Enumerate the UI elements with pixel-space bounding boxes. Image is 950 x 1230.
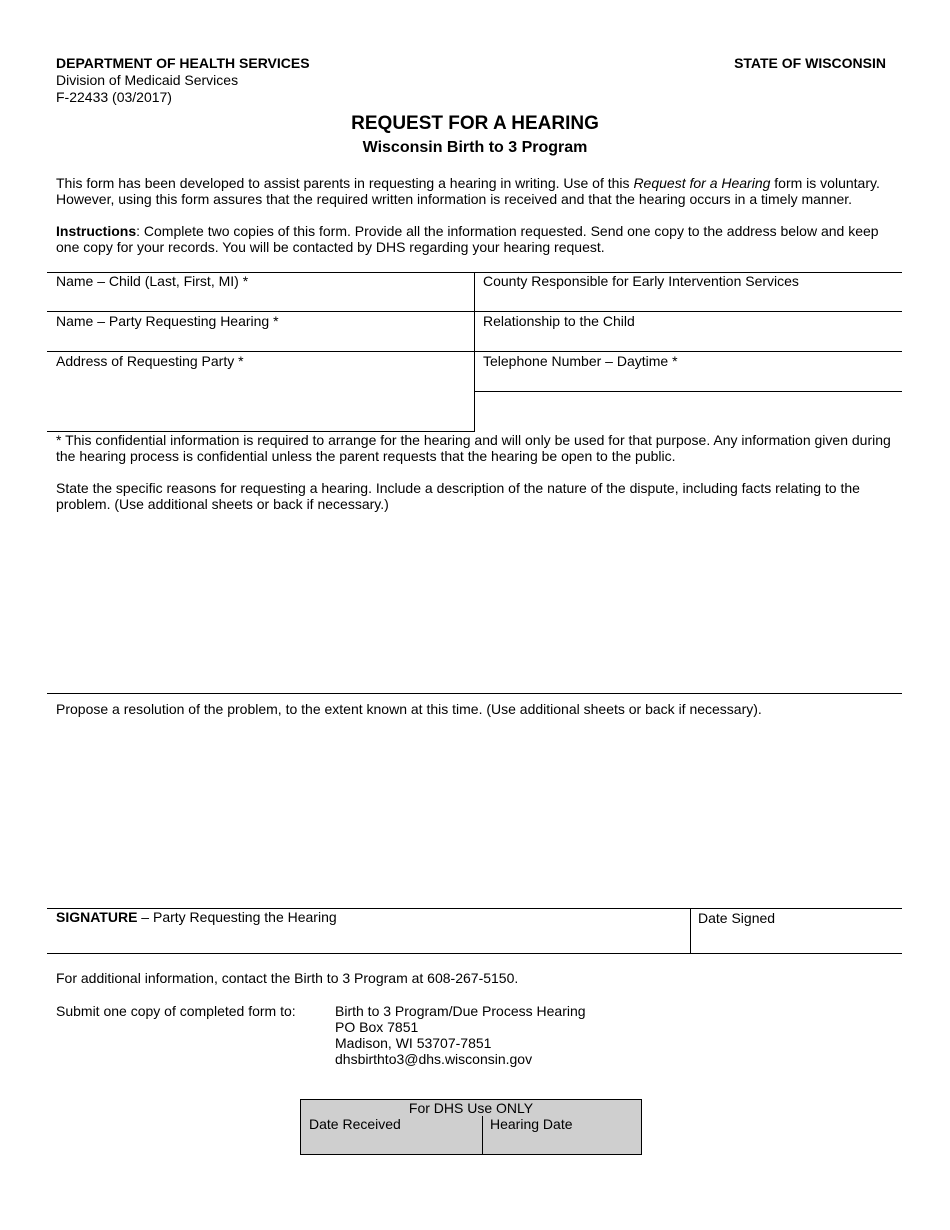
instructions-paragraph: Instructions: Complete two copies of this form. Provide all the information requested. Send one copy to the address below and keep one copy for your records. You will be contacted by DHS regarding your hearing request. <box>56 223 879 255</box>
telephone-label: Telephone Number – Daytime * <box>483 353 678 369</box>
signature-column-divider <box>690 908 691 953</box>
party-name-label: Name – Party Requesting Hearing * <box>56 313 279 329</box>
department-name: DEPARTMENT OF HEALTH SERVICES <box>56 55 310 71</box>
child-name-label: Name – Child (Last, First, MI) * <box>56 273 249 289</box>
form-number: F-22433 (03/2017) <box>56 89 172 105</box>
form-name-italic: Request for a Hearing <box>633 175 771 191</box>
intro-paragraph: This form has been developed to assist parents in requesting a hearing in writing. Use of this Request for a Hearing form is voluntary. However, using this form assures that the required written information is received and that the hearing occurs in a timely manner. <box>56 175 880 207</box>
resolution-field[interactable] <box>48 720 902 906</box>
date-received-label: Date Received <box>309 1116 401 1132</box>
relationship-label: Relationship to the Child <box>483 313 635 329</box>
contact-info: For additional information, contact the Birth to 3 Program at 608-267-5150. <box>56 970 519 986</box>
reasons-prompt: State the specific reasons for requesting a hearing. Include a description of the nature of the dispute, including facts relating to the problem. (Use additional sheets or back if necessary.) <box>56 480 860 512</box>
date-signed-label: Date Signed <box>698 910 776 926</box>
dhs-box-divider <box>482 1116 483 1154</box>
table-column-divider <box>474 272 475 431</box>
address-line: Madison, WI 53707-7851 <box>335 1035 492 1051</box>
submit-label: Submit one copy of completed form to: <box>56 1003 296 1019</box>
confidential-note: * This confidential information is required to arrange for the hearing and will only be used for that purpose. Any information given during the hearing process is confidential unless the parent requests that the hearing be open to the public. <box>56 432 891 464</box>
reasons-field[interactable] <box>48 516 902 692</box>
dhs-box-title: For DHS Use ONLY <box>408 1100 534 1116</box>
county-label: County Responsible for Early Intervention Services <box>483 273 799 289</box>
state-name: STATE OF WISCONSIN <box>734 55 886 71</box>
agency-header <box>56 55 310 106</box>
email-address[interactable]: dhsbirthto3@dhs.wisconsin.gov <box>335 1051 533 1067</box>
form-subtitle: Wisconsin Birth to 3 Program <box>362 139 588 156</box>
instructions-label: Instructions <box>56 223 137 239</box>
mailing-address <box>335 1003 586 1067</box>
section-divider <box>47 693 902 694</box>
address-line: Birth to 3 Program/Due Process Hearing <box>335 1003 586 1019</box>
signature-bottom-border <box>47 953 902 954</box>
division-name: Division of Medicaid Services <box>56 72 239 88</box>
hearing-date-label: Hearing Date <box>490 1116 573 1132</box>
address-label: Address of Requesting Party * <box>56 353 244 369</box>
table-row-divider <box>474 391 902 392</box>
dhs-use-box <box>300 1099 642 1155</box>
signature-label: SIGNATURE – Party Requesting the Hearing <box>56 909 337 925</box>
form-title: REQUEST FOR A HEARING <box>351 113 599 134</box>
address-line: PO Box 7851 <box>335 1019 419 1035</box>
resolution-prompt: Propose a resolution of the problem, to the extent known at this time. (Use additional sheets or back if necessary). <box>56 701 762 717</box>
